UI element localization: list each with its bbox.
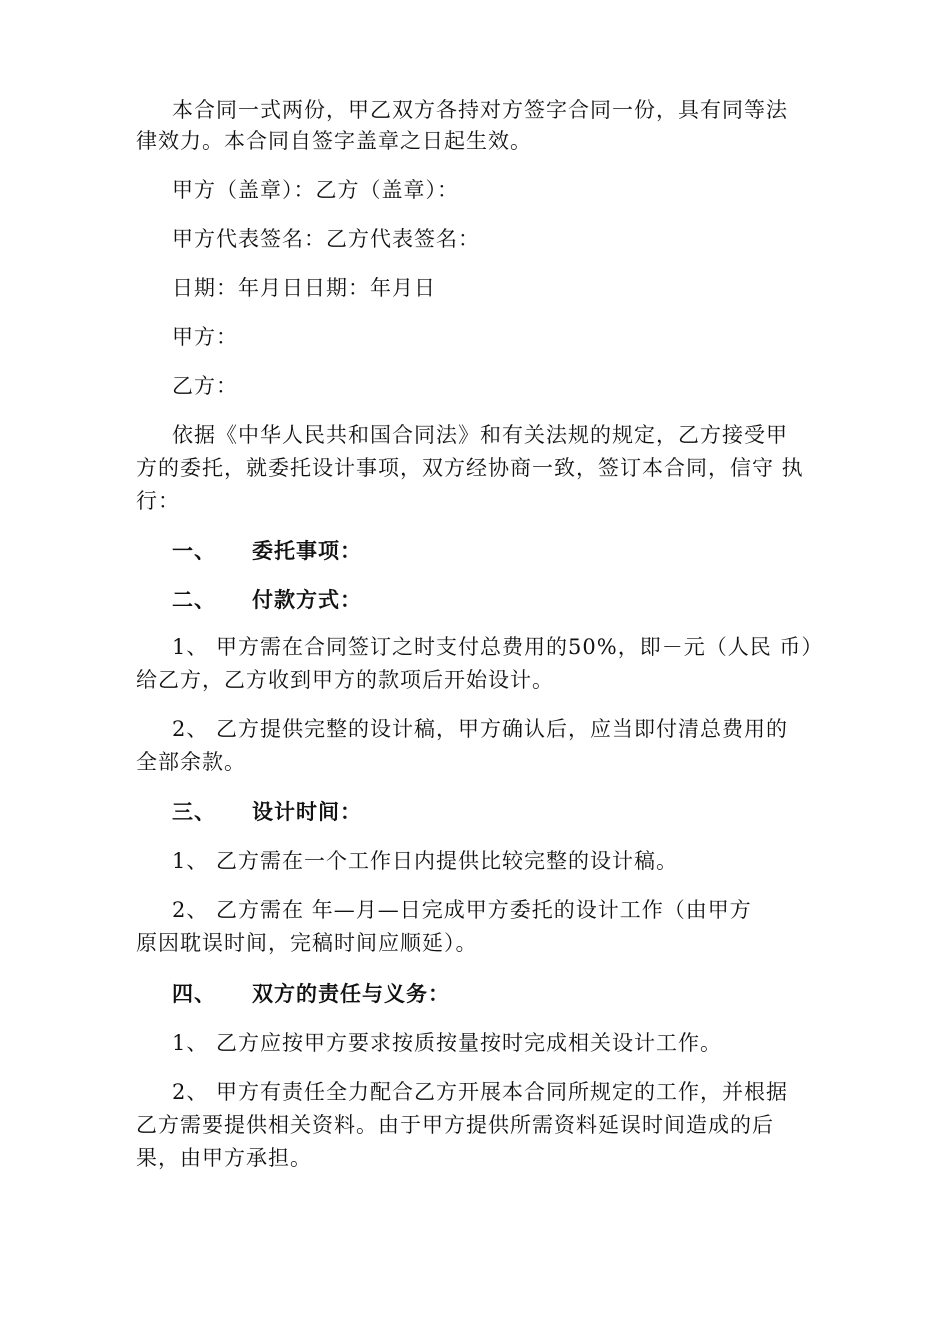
- text-line: 日期：年月日日期：年月日: [172, 276, 436, 300]
- text-line: 乙方需要提供相关资料。由于甲方提供所需资料延误时间造成的后: [136, 1113, 774, 1137]
- text-line: 1、 乙方应按甲方要求按质按量按时完成相关设计工作。: [172, 1031, 723, 1055]
- text-line: 原因耽误时间，完稿时间应顺延）。: [136, 931, 478, 955]
- text-line: 方的委托，就委托设计事项，双方经协商一致，签订本合同，信守 执: [136, 456, 804, 480]
- text-line: 律效力。本合同自签字盖章之日起生效。: [136, 129, 532, 153]
- text-line: 2、 乙方需在 年—月—日完成甲方委托的设计工作（由甲方: [172, 898, 752, 922]
- text-line: 1、 乙方需在一个工作日内提供比较完整的设计稿。: [172, 849, 679, 873]
- heading-number: 二、: [172, 587, 216, 612]
- text-line: 甲方代表签名：乙方代表签名：: [172, 227, 480, 251]
- text-line: 依据《中华人民共和国合同法》和有关法规的规定，乙方接受甲: [172, 423, 788, 447]
- heading-number: 四、: [172, 981, 216, 1006]
- text-line: 全部余款。: [136, 750, 246, 774]
- text-line: 本合同一式两份，甲乙双方各持对方签字合同一份，具有同等法: [172, 98, 788, 122]
- text-line: 给乙方，乙方收到甲方的款项后开始设计。: [136, 668, 554, 692]
- section-heading: [172, 538, 362, 564]
- section-heading: [172, 587, 362, 613]
- text-line: 甲方（盖章）：乙方（盖章）：: [172, 178, 459, 202]
- text-line: 乙方：: [172, 374, 238, 398]
- section-heading: [172, 981, 450, 1007]
- heading-number: 三、: [172, 799, 216, 824]
- text-line: 2、 乙方提供完整的设计稿，甲方确认后，应当即付清总费用的: [172, 717, 789, 741]
- text-line: 果，由甲方承担。: [136, 1146, 312, 1170]
- heading-text: 付款方式：: [252, 587, 362, 612]
- heading-text: 设计时间：: [252, 799, 362, 824]
- heading-text: 双方的责任与义务：: [252, 981, 450, 1006]
- text-line: 1、 甲方需在合同签订之时支付总费用的50%，即－元（人民 币）: [172, 635, 824, 659]
- text-line: 行：: [136, 489, 180, 513]
- text-line: 甲方：: [172, 325, 238, 349]
- text-line: 2、 甲方有责任全力配合乙方开展本合同所规定的工作，并根据: [172, 1080, 789, 1104]
- heading-text: 委托事项：: [252, 538, 362, 563]
- heading-number: 一、: [172, 538, 216, 563]
- section-heading: [172, 799, 362, 825]
